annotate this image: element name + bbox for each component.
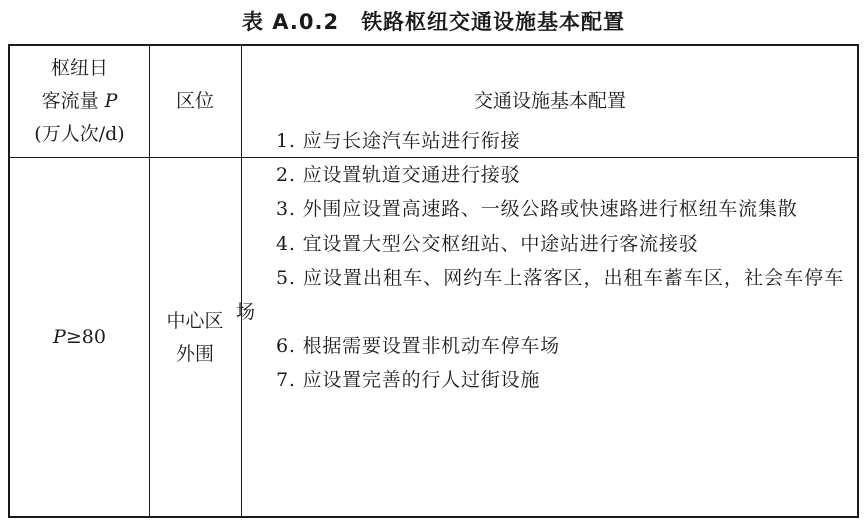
header-line: 枢纽日 — [50, 57, 108, 79]
header-line: 客流量 P — [41, 90, 118, 112]
location-line: 中心区 — [166, 309, 224, 332]
header-location: 区位 — [175, 90, 214, 112]
list-item: 5. 应设置出租车、网约车上落客区，出租车蓄车区，社会车停车场 — [236, 266, 844, 324]
location-value — [149, 157, 241, 518]
variable-p: P — [53, 326, 66, 348]
header-passenger-flow — [10, 46, 149, 157]
location-line: 外围 — [175, 342, 214, 365]
table-number: 表 A.0.2 — [241, 10, 340, 34]
header-line: (万人次/d) — [34, 123, 125, 145]
list-item: 7. 应设置完善的行人过街设施 — [276, 369, 541, 392]
list-item: 1. 应与长途汽车站进行衔接 — [276, 130, 521, 152]
list-item: 6. 根据需要设置非机动车停车场 — [276, 335, 560, 358]
facility-list — [236, 124, 844, 398]
passenger-flow-value: P≥80 — [53, 326, 106, 348]
list-item: 4. 宜设置大型公交枢纽站、中途站进行客流接驳 — [276, 232, 699, 255]
list-item: 3. 外围应设置高速路、一级公路或快速路进行枢纽车流集散 — [276, 198, 798, 221]
list-item: 2. 应设置轨道交通进行接驳 — [276, 164, 521, 187]
table-title — [0, 6, 867, 36]
table-caption: 铁路枢纽交通设施基本配置 — [361, 10, 626, 34]
header-facility-config: 交通设施基本配置 — [473, 90, 626, 112]
variable-p: P — [104, 90, 118, 112]
